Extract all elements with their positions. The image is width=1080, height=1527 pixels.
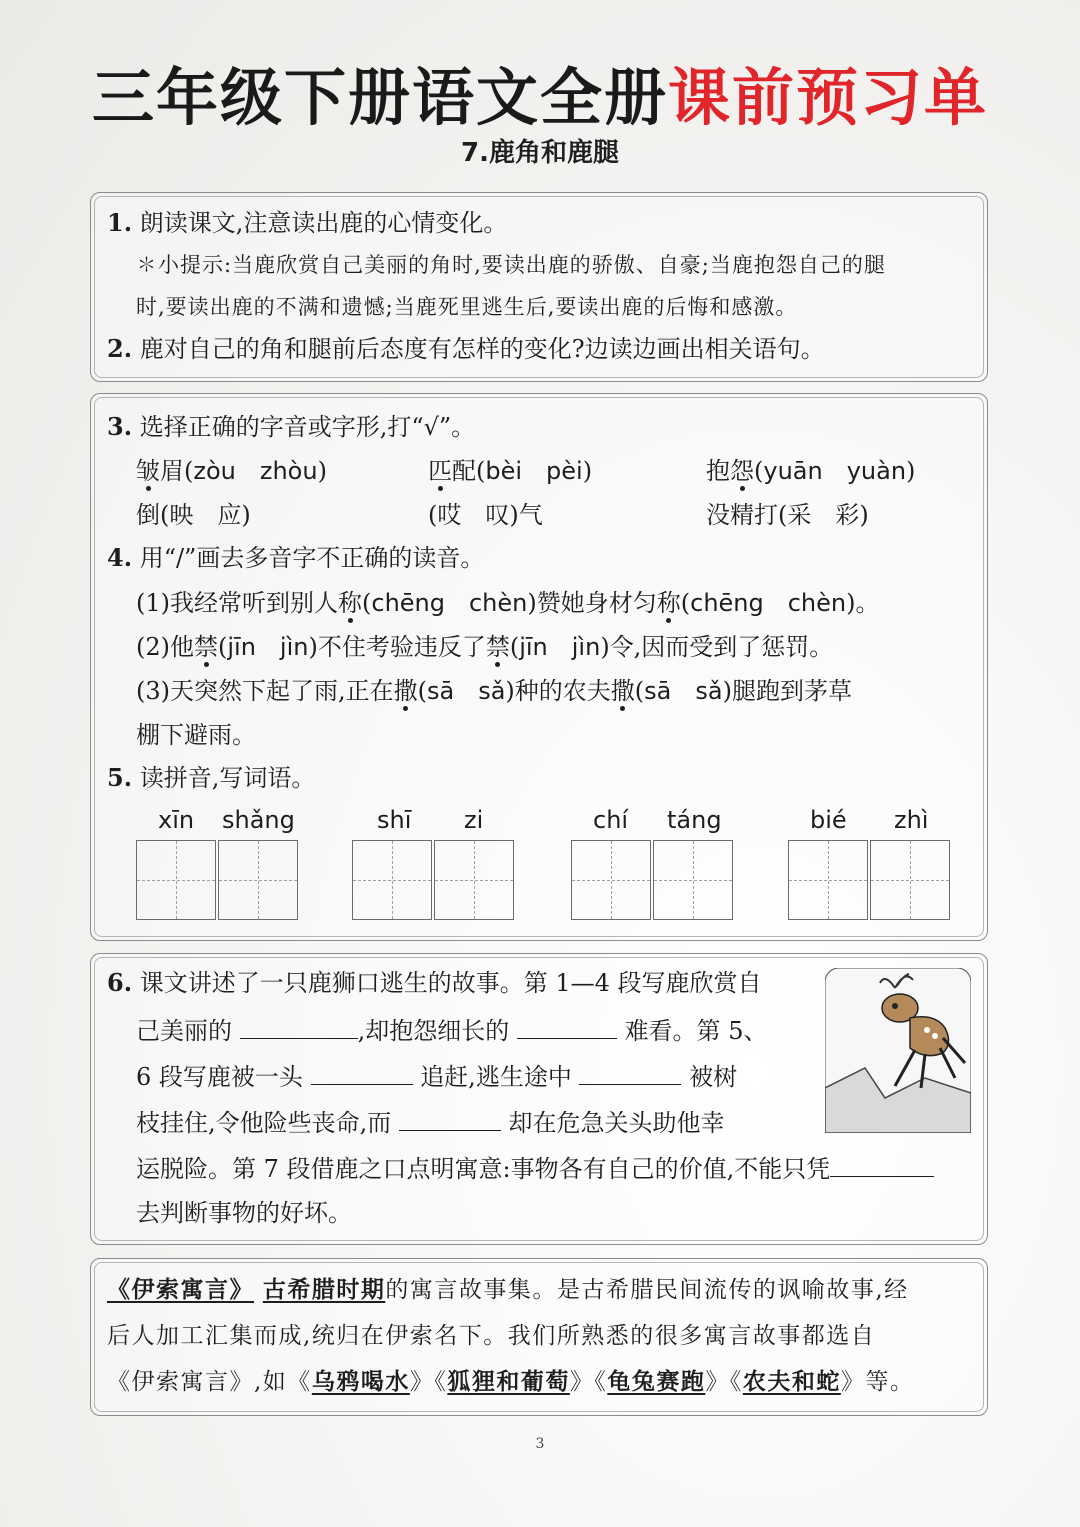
question-1: 1. 朗读课文,注意读出鹿的心情变化。 — [107, 208, 508, 237]
deer-illustration — [825, 968, 971, 1133]
q6-line-6: 去判断事物的好坏。 — [136, 1199, 352, 1227]
q3-item-3: 抱怨(yuān yuàn) — [706, 457, 916, 485]
writing-cell[interactable] — [571, 840, 651, 920]
q6-line-2: 己美丽的 ,却抱怨细长的 难看。第 5、 — [136, 1012, 767, 1048]
answer-blank[interactable] — [517, 1012, 617, 1039]
pinyin-label: xīn — [158, 806, 195, 834]
pinyin-label: zhì — [894, 806, 929, 834]
writing-cell[interactable] — [870, 840, 950, 920]
writing-cell[interactable] — [136, 840, 216, 920]
note-line-3: 《伊索寓言》,如《乌鸦喝水》《狐狸和葡萄》《龟兔赛跑》《农夫和蛇》等。 — [107, 1369, 915, 1395]
q3-item-1: 皱眉(zòu zhòu) — [136, 457, 327, 485]
writing-cell[interactable] — [653, 840, 733, 920]
tip-line-1: ✽小提示:当鹿欣赏自己美丽的角时,要读出鹿的骄傲、自豪;当鹿抱怨自己的腿 — [136, 253, 886, 277]
pinyin-label: chí — [593, 806, 629, 834]
writing-cell[interactable] — [434, 840, 514, 920]
question-5: 5. 读拼音,写词语。 — [107, 763, 316, 792]
tip-line-2: 时,要读出鹿的不满和遗憾;当鹿死里逃生后,要读出鹿的后悔和感激。 — [136, 295, 798, 319]
answer-blank[interactable] — [830, 1150, 934, 1177]
pinyin-label: shǎng — [222, 806, 295, 834]
pinyin-label: bié — [810, 806, 847, 834]
writing-grid-1[interactable] — [136, 840, 300, 920]
answer-blank[interactable] — [399, 1104, 501, 1131]
page-title: 三年级下册语文全册课前预习单 — [91, 61, 989, 134]
writing-cell[interactable] — [352, 840, 432, 920]
note-line-2: 后人加工汇集而成,统归在伊索名下。我们所熟悉的很多寓言故事都选自 — [107, 1323, 876, 1349]
q6-line-5: 运脱险。第 7 段借鹿之口点明寓意:事物各有自己的价值,不能只凭 — [136, 1150, 934, 1186]
question-3: 3. 选择正确的字音或字形,打“√”。 — [107, 412, 476, 441]
writing-grid-2[interactable] — [352, 840, 516, 920]
answer-blank[interactable] — [240, 1012, 358, 1039]
q3-item-4: 倒(映 应) — [136, 501, 251, 529]
q3-item-5: (哎 叹)气 — [428, 501, 543, 529]
pinyin-label: táng — [667, 806, 722, 834]
q4-sentence-3: (3)天突然下起了雨,正在撒(sā sǎ)种的农夫撒(sā sǎ)腿跑到茅草 — [136, 677, 852, 705]
writing-cell[interactable] — [218, 840, 298, 920]
answer-blank[interactable] — [579, 1058, 681, 1085]
answer-blank[interactable] — [311, 1058, 413, 1085]
page-number: 3 — [535, 1436, 545, 1452]
q4-sentence-3-cont: 棚下避雨。 — [136, 721, 256, 749]
lesson-title: 7.鹿角和鹿腿 — [461, 138, 619, 168]
q4-sentence-2: (2)他禁(jīn jìn)不住考验违反了禁(jīn jìn)令,因而受到了惩罚。 — [136, 633, 834, 661]
q4-sentence-1: (1)我经常听到别人称(chēng chèn)赞她身材匀称(chēng chèn)。 — [136, 589, 880, 617]
question-6: 6. 课文讲述了一只鹿狮口逃生的故事。第 1—4 段写鹿欣赏自 — [107, 968, 762, 997]
question-2: 2. 鹿对自己的角和腿前后态度有怎样的变化?边读边画出相关语句。 — [107, 334, 825, 363]
question-4: 4. 用“/”画去多音字不正确的读音。 — [107, 543, 485, 572]
writing-grid-3[interactable] — [571, 840, 735, 920]
q6-line-4: 枝挂住,令他险些丧命,而 却在危急关头助他幸 — [136, 1104, 725, 1140]
writing-cell[interactable] — [788, 840, 868, 920]
q3-item-2: 匹配(bèi pèi) — [428, 457, 593, 485]
asterisk-icon: ✽ — [136, 253, 158, 277]
q6-line-3: 6 段写鹿被一头 追赶,逃生途中 被树 — [136, 1058, 737, 1094]
writing-grid-4[interactable] — [788, 840, 952, 920]
note-line-1: 《伊索寓言》 古希腊时期的寓言故事集。是古希腊民间流传的讽喻故事,经 — [107, 1277, 909, 1303]
pinyin-label: shī — [377, 806, 412, 834]
pinyin-label: zi — [464, 806, 484, 834]
q3-item-6: 没精打(采 彩) — [706, 501, 869, 529]
